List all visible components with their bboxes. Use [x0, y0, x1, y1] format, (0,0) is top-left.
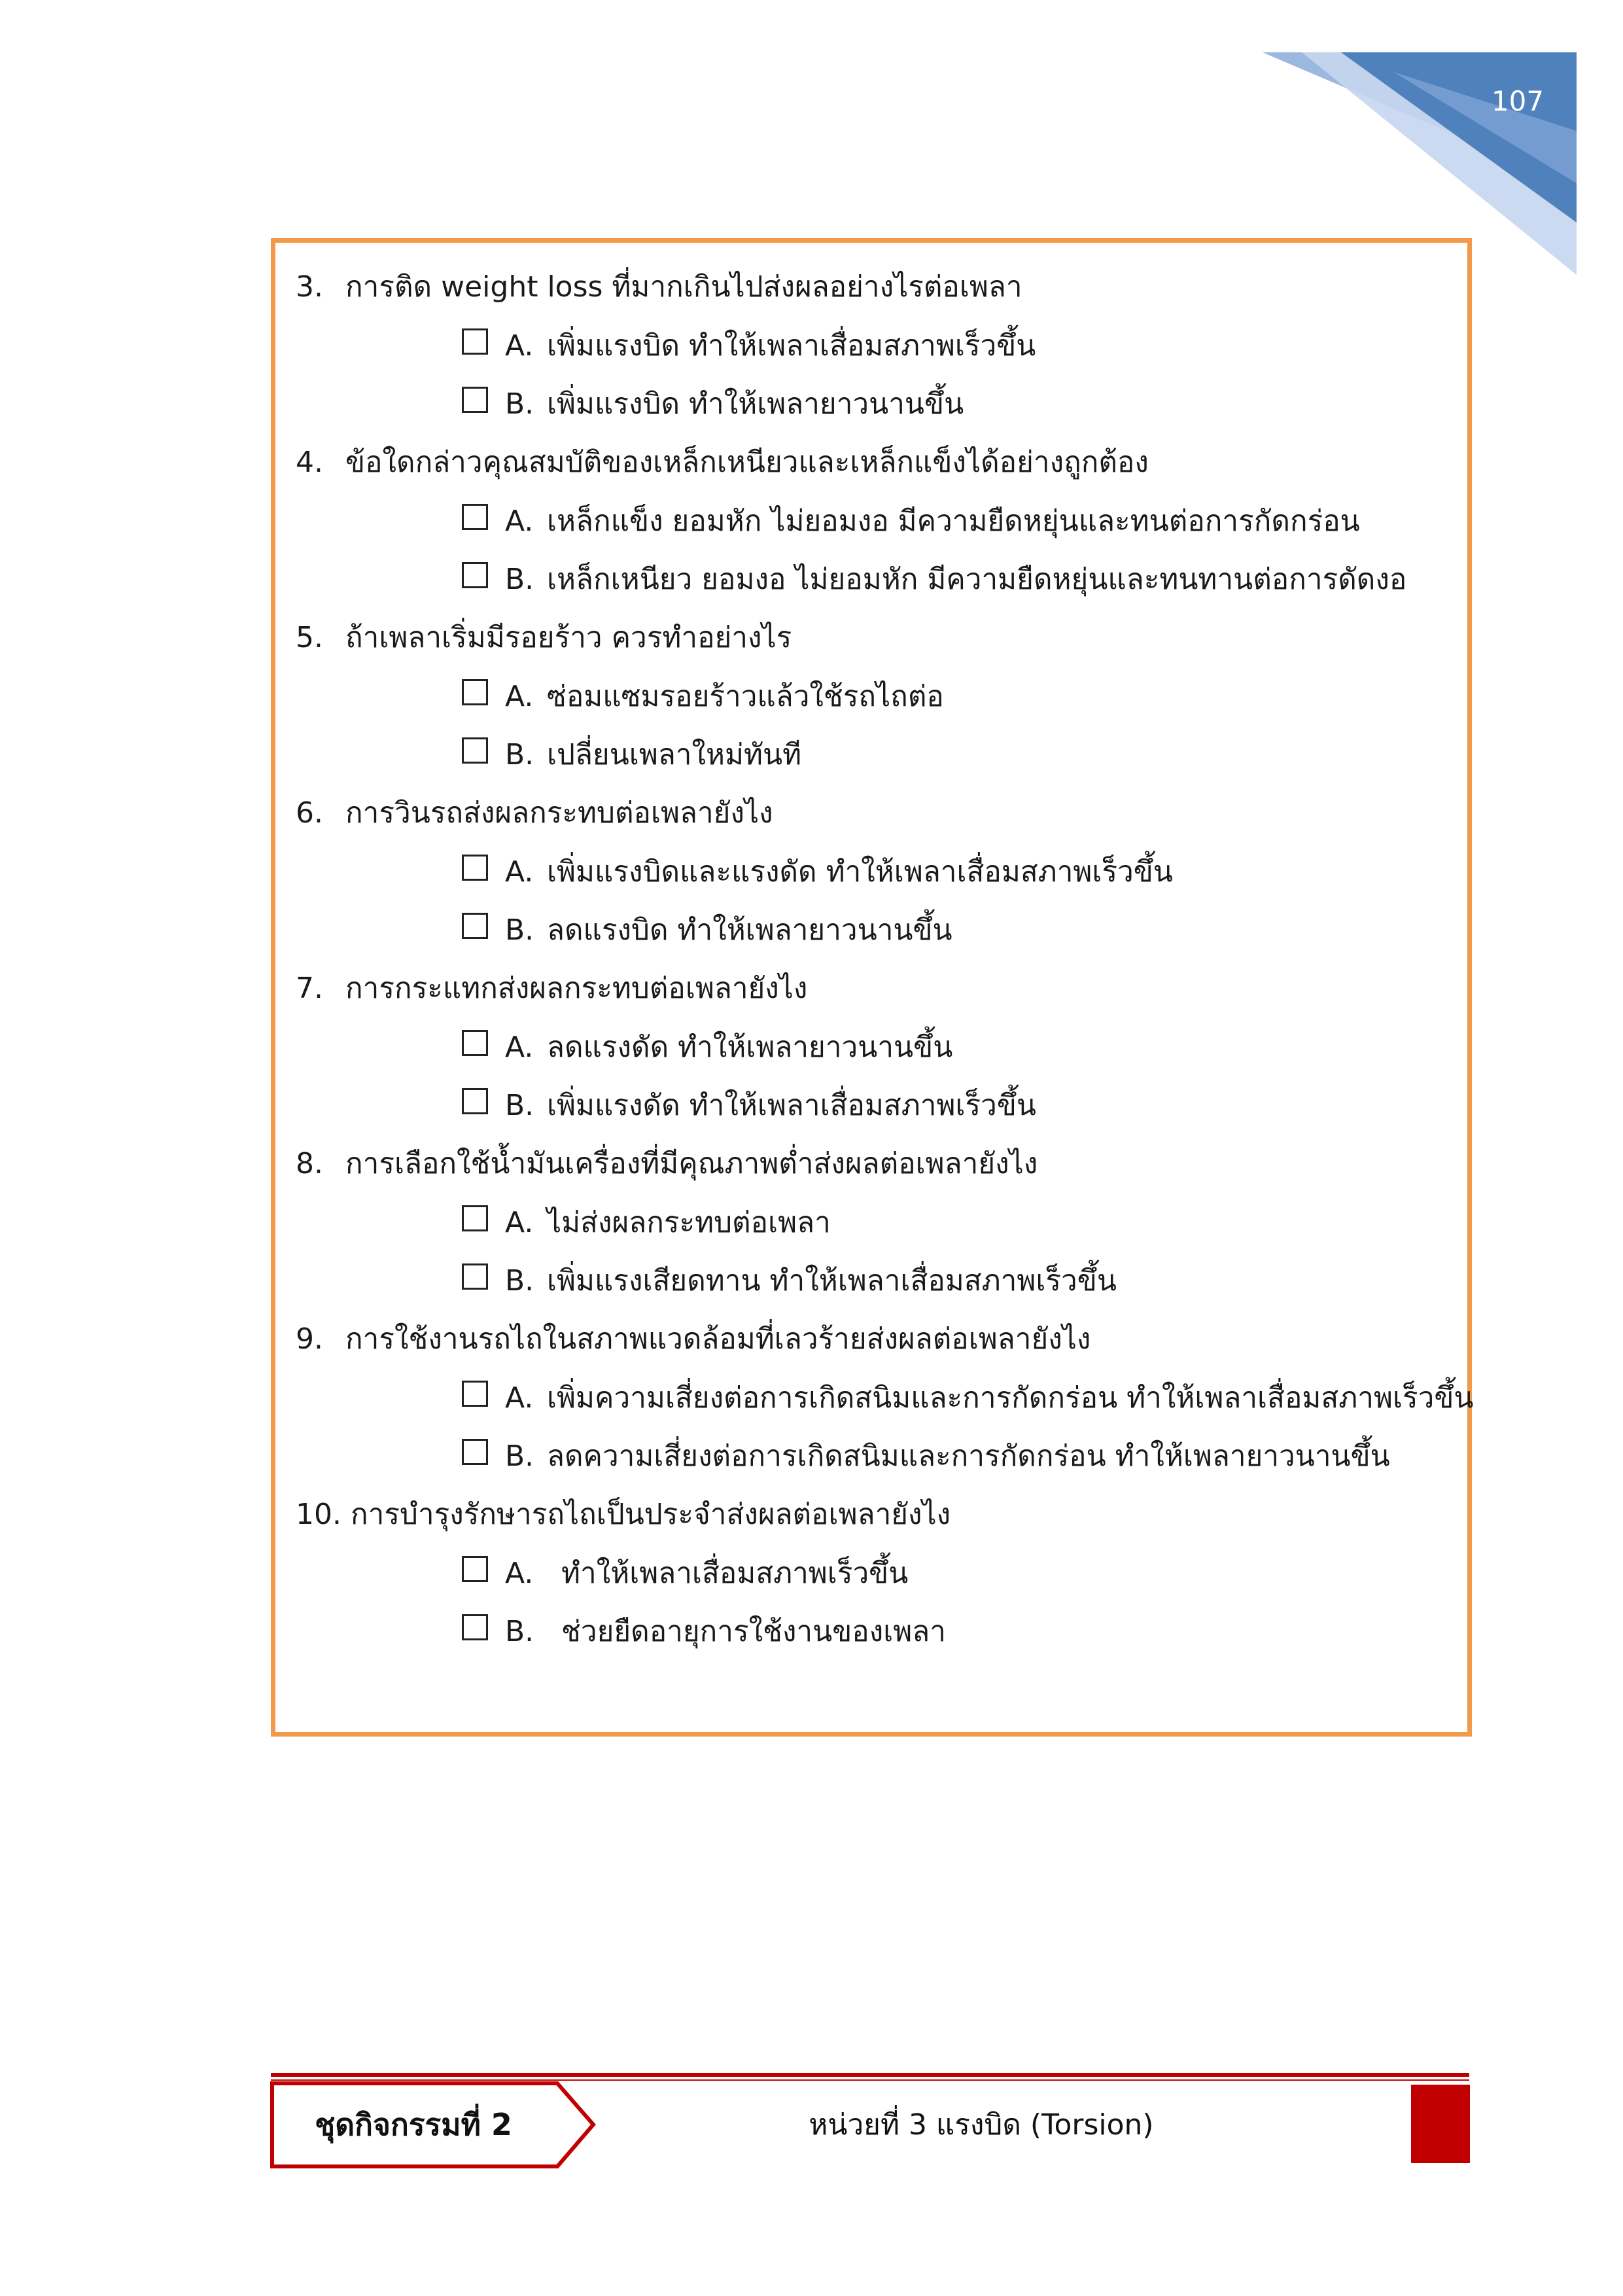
- answer-option[interactable]: [296, 1427, 1467, 1485]
- option-letter: A.: [505, 1381, 534, 1415]
- checkbox-icon[interactable]: [462, 387, 488, 413]
- question-stem: [296, 1135, 1467, 1193]
- question-number: 7.: [296, 972, 323, 1005]
- question-stem: [296, 433, 1467, 492]
- checkbox-icon[interactable]: [462, 1263, 488, 1290]
- option-text: เพิ่มแรงดัด ทำให้เพลาเสื่อมสภาพเร็วขึ้น: [547, 1089, 1036, 1122]
- checkbox-icon[interactable]: [462, 1030, 488, 1056]
- option-text: เหล็กแข็ง ยอมหัก ไม่ยอมงอ มีความยืดหยุ่นและทนต่อการกัดกร่อน: [547, 504, 1360, 538]
- checkbox-icon[interactable]: [462, 1614, 488, 1640]
- checkbox-icon[interactable]: [462, 913, 488, 939]
- checkbox-icon[interactable]: [462, 1439, 488, 1465]
- footer-red-block: [1411, 2085, 1470, 2163]
- answer-option[interactable]: [296, 1252, 1467, 1310]
- answer-option[interactable]: [296, 317, 1467, 375]
- option-text: ลดความเสี่ยงต่อการเกิดสนิมและการกัดกร่อน ทำให้เพลายาวนานขึ้น: [547, 1439, 1390, 1473]
- option-text: เพิ่มแรงบิด ทำให้เพลายาวนานขึ้น: [547, 387, 964, 421]
- option-text: เพิ่มแรงบิดและแรงดัด ทำให้เพลาเสื่อมสภาพเร็วขึ้น: [547, 855, 1173, 889]
- checkbox-icon[interactable]: [462, 1381, 488, 1407]
- option-letter: A.: [505, 1206, 534, 1239]
- answer-option[interactable]: [296, 1369, 1474, 1427]
- option-letter: B.: [505, 1615, 534, 1648]
- answer-option[interactable]: [296, 492, 1467, 550]
- checkbox-icon[interactable]: [462, 679, 488, 705]
- option-letter: B.: [505, 913, 534, 947]
- option-letter: B.: [505, 387, 534, 421]
- option-letter: A.: [505, 1557, 534, 1590]
- option-text: ซ่อมแซมรอยร้าวแล้วใช้รถไถต่อ: [547, 680, 944, 713]
- question-stem: [296, 609, 1467, 667]
- question-list: [296, 258, 1474, 1661]
- question-text: การกระแทกส่งผลกระทบต่อเพลายังไง: [345, 972, 808, 1005]
- question-number: 3.: [296, 270, 323, 304]
- option-letter: A.: [505, 680, 534, 713]
- option-letter: B.: [505, 1089, 534, 1122]
- checkbox-icon[interactable]: [462, 328, 488, 355]
- page-number: 107: [1491, 85, 1544, 117]
- option-letter: A.: [505, 1031, 534, 1064]
- option-letter: B.: [505, 1264, 534, 1298]
- option-text: เพิ่มแรงบิด ทำให้เพลาเสื่อมสภาพเร็วขึ้น: [547, 329, 1036, 362]
- option-text: เพิ่มแรงเสียดทาน ทำให้เพลาเสื่อมสภาพเร็วขึ้น: [547, 1264, 1117, 1298]
- answer-option[interactable]: [296, 726, 1467, 784]
- option-letter: A.: [505, 855, 534, 889]
- checkbox-icon[interactable]: [462, 504, 488, 530]
- question-number: 9.: [296, 1322, 323, 1356]
- checkbox-icon[interactable]: [462, 562, 488, 588]
- question-number: 10.: [296, 1498, 341, 1531]
- checkbox-icon[interactable]: [462, 737, 488, 764]
- option-text: ไม่ส่งผลกระทบต่อเพลา: [547, 1206, 831, 1239]
- question-text: การเลือกใช้น้ำมันเครื่องที่มีคุณภาพต่ำส่งผลต่อเพลายังไง: [345, 1147, 1038, 1180]
- question-stem: [296, 784, 1467, 843]
- question-number: 8.: [296, 1147, 323, 1180]
- question-number: 5.: [296, 621, 323, 654]
- option-letter: A.: [505, 329, 534, 362]
- option-letter: B.: [505, 563, 534, 596]
- answer-option[interactable]: [296, 1193, 1467, 1252]
- checkbox-icon[interactable]: [462, 1205, 488, 1231]
- question-stem: [296, 959, 1467, 1018]
- option-text: เปลี่ยนเพลาใหม่ทันที: [547, 738, 802, 771]
- option-text: ลดแรงบิด ทำให้เพลายาวนานขึ้น: [547, 913, 952, 947]
- footer-rule: [271, 2073, 1469, 2077]
- question-text: การบำรุงรักษารถไถเป็นประจำส่งผลต่อเพลายังไง: [350, 1498, 951, 1531]
- question-number: 6.: [296, 796, 323, 830]
- activity-label: ชุดกิจกรรมที่ 2: [315, 2107, 512, 2142]
- option-text: เพิ่มความเสี่ยงต่อการเกิดสนิมและการกัดกร่อน ทำให้เพลาเสื่อมสภาพเร็วขึ้น: [547, 1381, 1474, 1415]
- answer-option[interactable]: [296, 843, 1467, 901]
- question-text: การติด weight loss ที่มากเกินไปส่งผลอย่างไรต่อเพลา: [345, 270, 1022, 304]
- checkbox-icon[interactable]: [462, 1556, 488, 1582]
- option-letter: B.: [505, 1439, 534, 1473]
- answer-option[interactable]: [296, 375, 1467, 433]
- option-letter: A.: [505, 504, 534, 538]
- answer-option[interactable]: [296, 1076, 1467, 1135]
- option-text: ทำให้เพลาเสื่อมสภาพเร็วขึ้น: [561, 1557, 909, 1590]
- answer-option[interactable]: [296, 550, 1467, 609]
- option-text: ช่วยยืดอายุการใช้งานของเพลา: [561, 1615, 946, 1648]
- question-stem: [296, 258, 1467, 317]
- option-text: ลดแรงดัด ทำให้เพลายาวนานขึ้น: [547, 1031, 953, 1064]
- option-letter: B.: [505, 738, 534, 771]
- option-text: เหล็กเหนียว ยอมงอ ไม่ยอมหัก มีความยืดหยุ่นและทนทานต่อการดัดงอ: [547, 563, 1407, 596]
- answer-option[interactable]: [296, 1544, 1467, 1602]
- question-stem: [296, 1485, 1467, 1544]
- question-text: การวินรถส่งผลกระทบต่อเพลายังไง: [345, 796, 773, 830]
- question-text: การใช้งานรถไถในสภาพแวดล้อมที่เลวร้ายส่งผลต่อเพลายังไง: [345, 1322, 1091, 1356]
- checkbox-icon[interactable]: [462, 855, 488, 881]
- question-number: 4.: [296, 446, 323, 479]
- answer-option[interactable]: [296, 667, 1467, 726]
- answer-option[interactable]: [296, 1602, 1467, 1661]
- checkbox-icon[interactable]: [462, 1088, 488, 1114]
- question-stem: [296, 1310, 1467, 1369]
- answer-option[interactable]: [296, 901, 1467, 959]
- unit-title: หน่วยที่ 3 แรงบิด (Torsion): [809, 2108, 1154, 2142]
- question-text: ข้อใดกล่าวคุณสมบัติของเหล็กเหนียวและเหล็กแข็งได้อย่างถูกต้อง: [345, 446, 1149, 479]
- question-text: ถ้าเพลาเริ่มมีรอยร้าว ควรทำอย่างไร: [345, 621, 792, 654]
- answer-option[interactable]: [296, 1018, 1467, 1076]
